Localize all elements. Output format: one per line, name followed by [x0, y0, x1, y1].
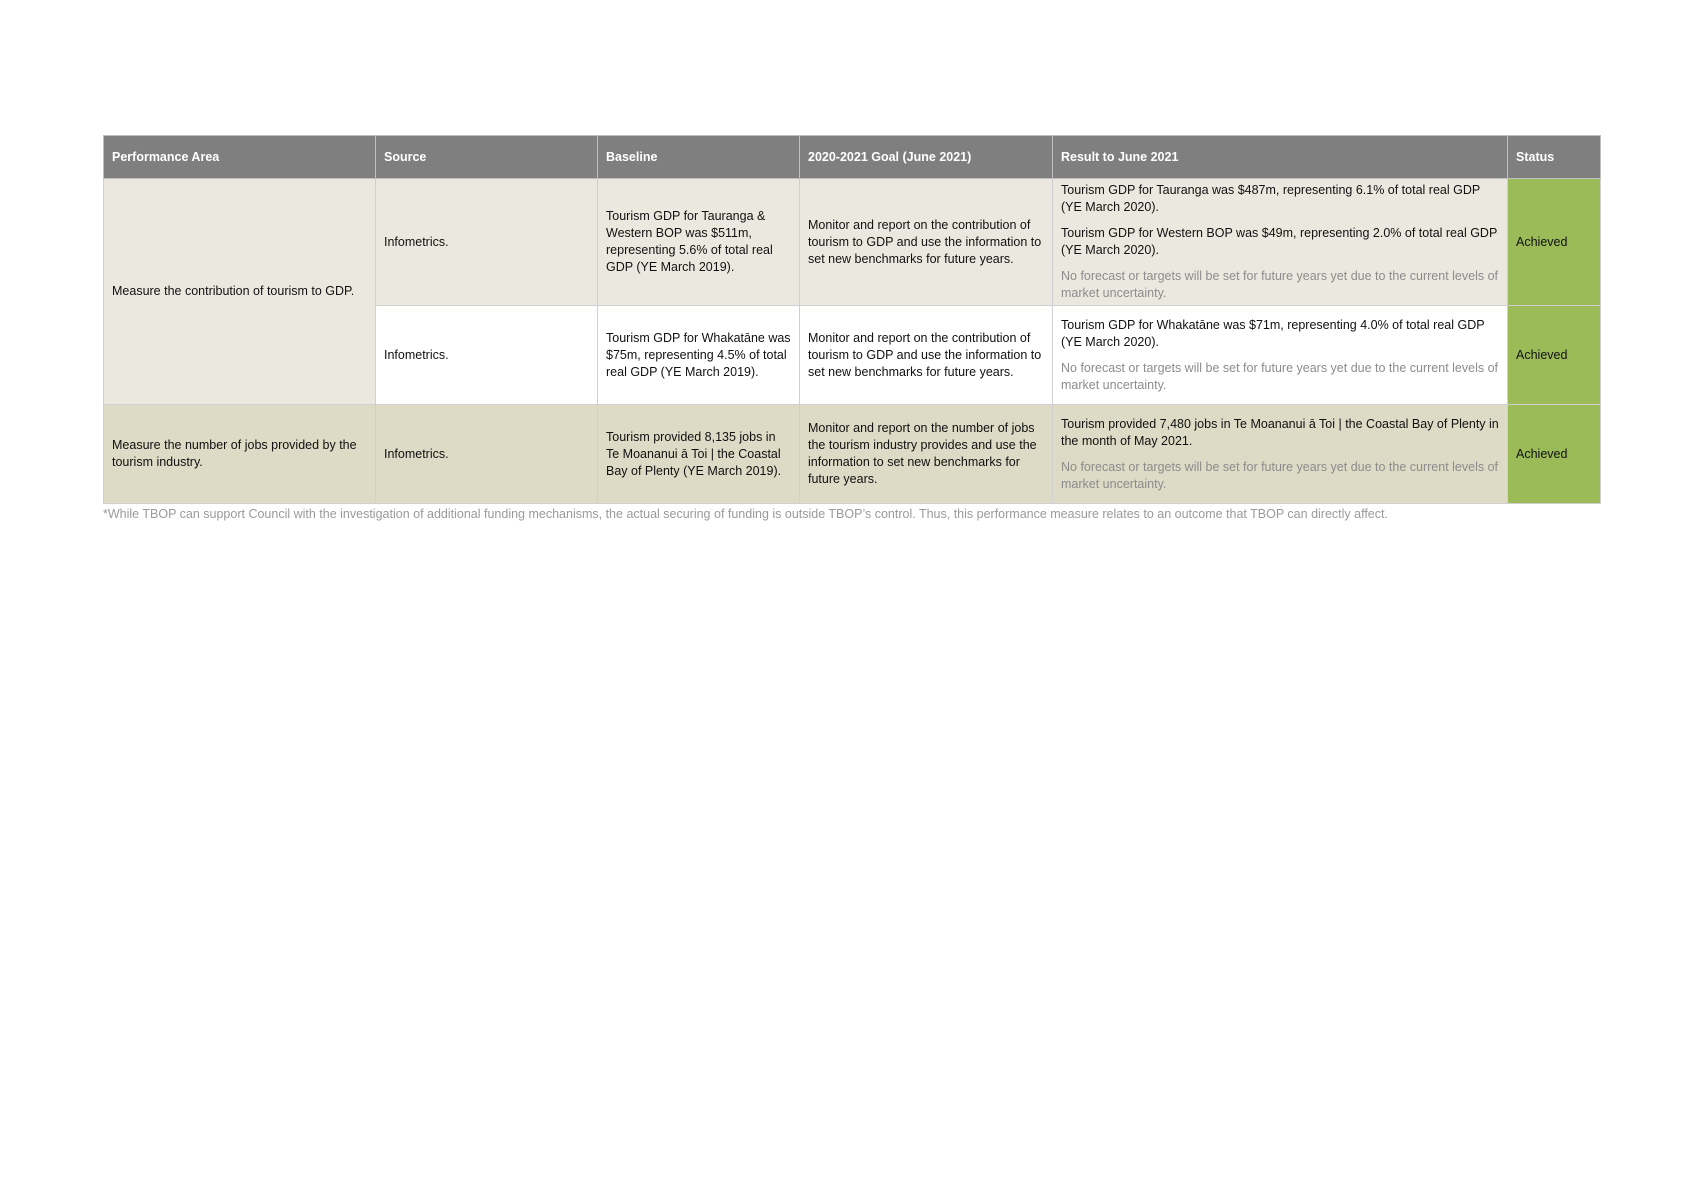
- result-text: Tourism GDP for Tauranga was $487m, representing 6.1% of total real GDP (YE March 2020).: [1061, 183, 1480, 214]
- result-note: No forecast or targets will be set for future years yet due to the current levels of market uncertainty.: [1061, 269, 1499, 300]
- baseline-cell: Tourism provided 8,135 jobs in Te Moananui ā Toi | the Coastal Bay of Plenty (YE March 2019).: [598, 405, 800, 504]
- footnote: *While TBOP can support Council with the investigation of additional funding mechanisms, the actual securing of funding is outside TBOP’s control. Thus, this performance measure relates to an outcome that TBOP can directly affect.: [103, 507, 1388, 521]
- header-goal: 2020-2021 Goal (June 2021): [800, 136, 1053, 179]
- table-row: [104, 179, 1601, 306]
- table-row: [104, 405, 1601, 504]
- result-note: No forecast or targets will be set for future years yet due to the current levels of market uncertainty.: [1061, 360, 1499, 392]
- source-cell: Infometrics.: [376, 306, 598, 405]
- table-header-row: [104, 136, 1601, 179]
- goal-cell: Monitor and report on the contribution of tourism to GDP and use the information to set new benchmarks for future years.: [800, 306, 1053, 405]
- baseline-cell: Tourism GDP for Tauranga & Western BOP was $511m, representing 5.6% of total real GDP (YE March 2019).: [598, 179, 800, 306]
- result-cell: [1053, 306, 1508, 405]
- header-status: Status: [1508, 136, 1601, 179]
- header-performance-area: Performance Area: [104, 136, 376, 179]
- performance-table-wrapper: [103, 135, 1600, 523]
- result-cell: [1053, 405, 1508, 504]
- performance-table: [103, 135, 1601, 504]
- source-cell: Infometrics.: [376, 405, 598, 504]
- result-text: Tourism GDP for Western BOP was $49m, representing 2.0% of total real GDP (YE March 2020).: [1061, 226, 1498, 257]
- goal-cell: Monitor and report on the number of jobs the tourism industry provides and use the information to set new benchmarks for future years.: [800, 405, 1053, 504]
- header-result: Result to June 2021: [1053, 136, 1508, 179]
- result-text: Tourism GDP for Whakatāne was $71m, representing 4.0% of total real GDP (YE March 2020).: [1061, 317, 1485, 349]
- header-baseline: Baseline: [598, 136, 800, 179]
- result-cell: [1053, 179, 1508, 306]
- performance-area-cell: Measure the number of jobs provided by the tourism industry.: [104, 405, 376, 504]
- result-note: No forecast or targets will be set for future years yet due to the current levels of market uncertainty.: [1061, 459, 1499, 491]
- goal-cell: Monitor and report on the contribution of tourism to GDP and use the information to set new benchmarks for future years.: [800, 179, 1053, 306]
- source-cell: Infometrics.: [376, 179, 598, 306]
- baseline-cell: Tourism GDP for Whakatāne was $75m, representing 4.5% of total real GDP (YE March 2019).: [598, 306, 800, 405]
- status-badge: Achieved: [1508, 306, 1601, 405]
- performance-area-cell: Measure the contribution of tourism to GDP.: [104, 179, 376, 405]
- result-text: Tourism provided 7,480 jobs in Te Moananui ā Toi | the Coastal Bay of Plenty in the month of May 2021.: [1061, 416, 1499, 448]
- status-badge: Achieved: [1508, 405, 1601, 504]
- status-badge: Achieved: [1508, 179, 1601, 306]
- header-source: Source: [376, 136, 598, 179]
